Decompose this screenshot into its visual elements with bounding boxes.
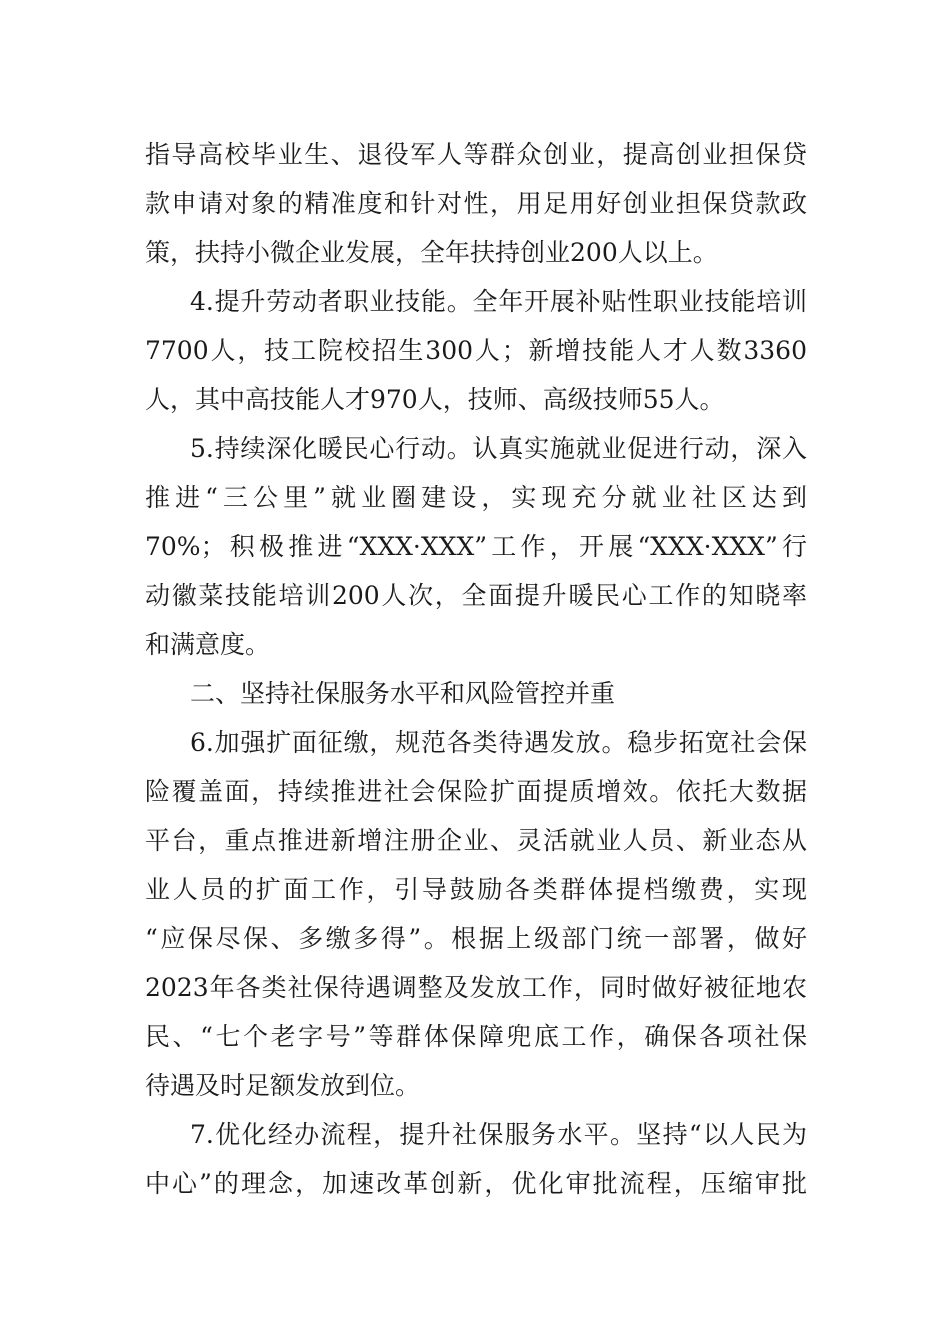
text-line: 6.加强扩面征缴，规范各类待遇发放。稳步拓宽社会保 [190,728,807,757]
text-line: 和满意度。 [145,630,271,659]
text-line: 动徽菜技能培训200人次，全面提升暖民心工作的知晓率 [145,581,807,610]
text-line: 业人员的扩面工作，引导鼓励各类群体提档缴费，实现 [145,875,807,904]
text-line: 款申请对象的精准度和针对性，用足用好创业担保贷款政 [145,189,807,218]
section-heading: 二、坚持社保服务水平和风险管控并重 [190,679,616,708]
section-heading-2 [145,669,807,718]
paragraph-item-4 [145,277,807,424]
text-line: “应保尽保、多缴多得”。根据上级部门统一部署，做好 [145,924,807,953]
text-line: 4.提升劳动者职业技能。全年开展补贴性职业技能培训 [190,287,807,316]
text-line: 平台，重点推进新增注册企业、灵活就业人员、新业态从 [145,826,807,855]
text-line: 5.持续深化暖民心行动。认真实施就业促进行动，深入 [190,434,807,463]
paragraph-entrepreneurship [145,130,807,277]
paragraph-item-6 [145,718,807,1110]
text-line: 民、“七个老字号”等群体保障兜底工作，确保各项社保 [145,1022,807,1051]
paragraph-item-7 [145,1110,807,1208]
text-line: 70%；积极推进“XXX·XXX”工作，开展“XXX·XXX”行 [145,532,807,561]
text-line: 7700人，技工院校招生300人；新增技能人才人数3360 [145,336,807,365]
text-line: 险覆盖面，持续推进社会保险扩面提质增效。依托大数据 [145,777,807,806]
document-body [145,130,807,1208]
text-line: 推进“三公里”就业圈建设，实现充分就业社区达到 [145,483,807,512]
text-line: 人，其中高技能人才970人，技师、高级技师55人。 [145,385,725,414]
text-line: 中心”的理念，加速改革创新，优化审批流程，压缩审批 [145,1169,807,1198]
paragraph-item-5 [145,424,807,669]
text-line: 策，扶持小微企业发展，全年扶持创业200人以上。 [145,238,718,267]
text-line: 待遇及时足额发放到位。 [145,1071,421,1100]
text-line: 2023年各类社保待遇调整及发放工作，同时做好被征地农 [145,973,807,1002]
text-line: 7.优化经办流程，提升社保服务水平。坚持“以人民为 [190,1120,807,1149]
text-line: 指导高校毕业生、退役军人等群众创业，提高创业担保贷 [145,140,807,169]
